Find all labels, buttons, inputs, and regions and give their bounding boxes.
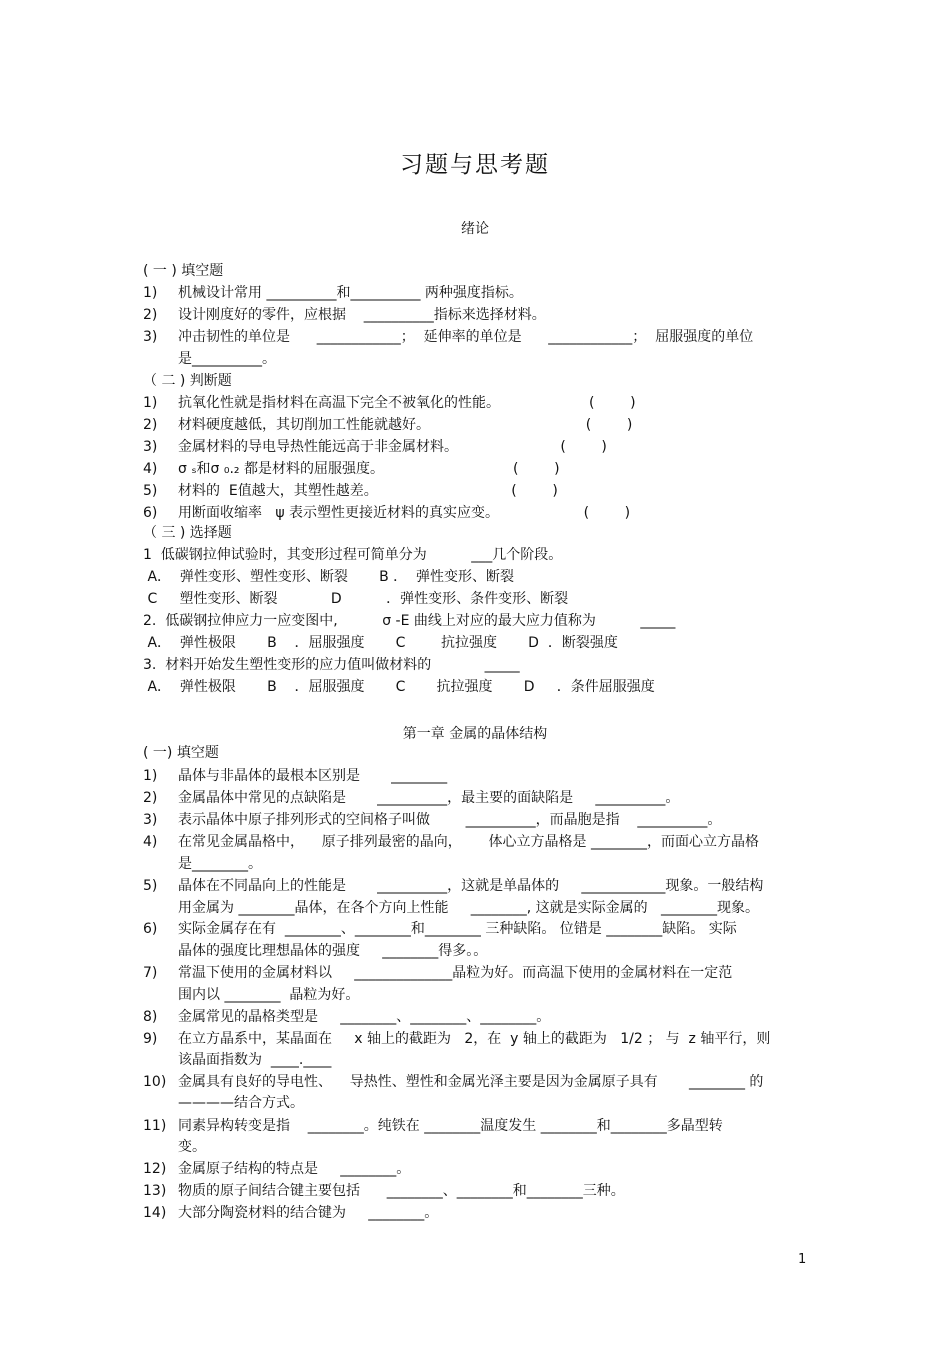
question-line: 14) 大部分陶瓷材料的结合键为 ________。 bbox=[143, 1205, 439, 1221]
question-line: 6) 用断面收缩率 ψ 表示塑性更接近材料的真实应变。 ( ) bbox=[143, 505, 631, 521]
subheading-fill: ( 一 ) 填空题 bbox=[143, 263, 224, 279]
question-line: 5) 材料的 E值越大，其塑性越差。 ( ) bbox=[143, 483, 558, 499]
page-title: 习题与思考题 bbox=[400, 152, 550, 178]
subheading-choice: （ 三 ) 选择题 bbox=[143, 525, 232, 541]
choice-line: C 塑性变形、断裂 D ．弹性变形、条件变形、断裂 bbox=[143, 591, 569, 607]
question-line-cont: 变。 bbox=[178, 1139, 206, 1155]
choice-line: 3. 材料开始发生塑性变形的应力值叫做材料的 _____ bbox=[143, 657, 520, 673]
question-line: 2) 设计刚度好的零件，应根据 __________指标来选择材料。 bbox=[143, 307, 546, 323]
choice-line: A． 弹性变形、塑性变形、断裂 B ． 弹性变形、断裂 bbox=[143, 569, 515, 585]
section-heading-intro: 绪论 bbox=[461, 221, 489, 237]
question-line: 3) 金属材料的导电导热性能远高于非金属材料。 ( ) bbox=[143, 439, 607, 455]
subheading-fill: ( 一) 填空题 bbox=[143, 745, 219, 761]
question-line-cont: ————结合方式。 bbox=[178, 1095, 304, 1111]
question-line: 6) 实际金属存在有 ________、________和________ 三种缺陷。 位错是 ________缺陷。 实际 bbox=[143, 921, 737, 937]
question-line: 2) 材料硬度越低，其切削加工性能就越好。 ( ) bbox=[143, 417, 633, 433]
question-line: 3) 冲击韧性的单位是 ____________； 延伸率的单位是 ____________； 屈服强度的单位 bbox=[143, 329, 754, 345]
question-line: 5) 晶体在不同晶向上的性能是 __________，这就是单晶体的 ____________现象。一般结构 bbox=[143, 878, 764, 894]
choice-line: A． 弹性极限 B ．屈服强度 C 抗拉强度 D ．断裂强度 bbox=[143, 635, 618, 651]
choice-line: 1 低碳钢拉伸试验时，其变形过程可简单分为 ___几个阶段。 bbox=[143, 547, 563, 563]
page-number: 1 bbox=[798, 1252, 807, 1267]
choice-line: 2. 低碳钢拉伸应力一应变图中, σ -E 曲线上对应的最大应力值称为 _____ bbox=[143, 613, 676, 629]
question-line: 1) 机械设计常用 __________和__________ 两种强度指标。 bbox=[143, 285, 523, 301]
question-line: 4) 在常见金属晶格中， 原子排列最密的晶向， 体心立方晶格是 ________，而面心立方晶格 bbox=[143, 834, 759, 850]
question-line-cont: 晶体的强度比理想晶体的强度 ________得多。。 bbox=[178, 943, 488, 959]
question-line: 7) 常温下使用的金属材料以 ______________晶粒为好。而高温下使用的金属材料在一定范 bbox=[143, 965, 733, 981]
question-line: 10) 金属具有良好的导电性、 导热性、塑性和金属光泽主要是因为金属原子具有 ________ 的 bbox=[143, 1074, 764, 1090]
question-line: 12) 金属原子结构的特点是 ________。 bbox=[143, 1161, 411, 1177]
choice-line: A． 弹性极限 B ．屈服强度 C 抗拉强度 D ．条件屈服强度 bbox=[143, 679, 655, 695]
question-line: 11) 同素异构转变是指 ________。纯铁在 ________温度发生 ________和________多晶型转 bbox=[143, 1118, 723, 1134]
question-line-cont: 是________。 bbox=[178, 856, 262, 872]
question-line: 1) 晶体与非晶体的最根本区别是 ________ bbox=[143, 768, 448, 784]
question-line: 4) σ ₛ和σ ₀.₂ 都是材料的屈服强度。 ( ) bbox=[143, 461, 560, 477]
question-line: 13) 物质的原子间结合键主要包括 ________、________和________三种。 bbox=[143, 1183, 625, 1199]
question-line: 1) 抗氧化性就是指材料在高温下完全不被氧化的性能。 ( ) bbox=[143, 395, 636, 411]
question-line: 9) 在立方晶系中，某晶面在 x 轴上的截距为 2，在 y 轴上的截距为 1/2 ； 与 z 轴平行，则 bbox=[143, 1031, 771, 1047]
question-line-cont: 用金属为 ________晶体，在各个方向上性能 ________, 这就是实际金属的 ________现象。 bbox=[178, 900, 759, 916]
question-line: 2) 金属晶体中常见的点缺陷是 __________，最主要的面缺陷是 __________。 bbox=[143, 790, 680, 806]
question-line-cont: 围内以 ________ 晶粒为好。 bbox=[178, 987, 360, 1003]
question-line: 8) 金属常见的晶格类型是 ________、________、________。 bbox=[143, 1009, 551, 1025]
subheading-judge: （ 二 ) 判断题 bbox=[143, 373, 232, 389]
question-line-cont: 是__________。 bbox=[178, 351, 276, 367]
question-line: 3) 表示晶体中原子排列形式的空间格子叫做 __________，而晶胞是指 __________。 bbox=[143, 812, 722, 828]
section-heading-chapter1: 第一章 金属的晶体结构 bbox=[402, 726, 548, 742]
question-line-cont: 该晶面指数为 ____.____ bbox=[178, 1052, 332, 1068]
